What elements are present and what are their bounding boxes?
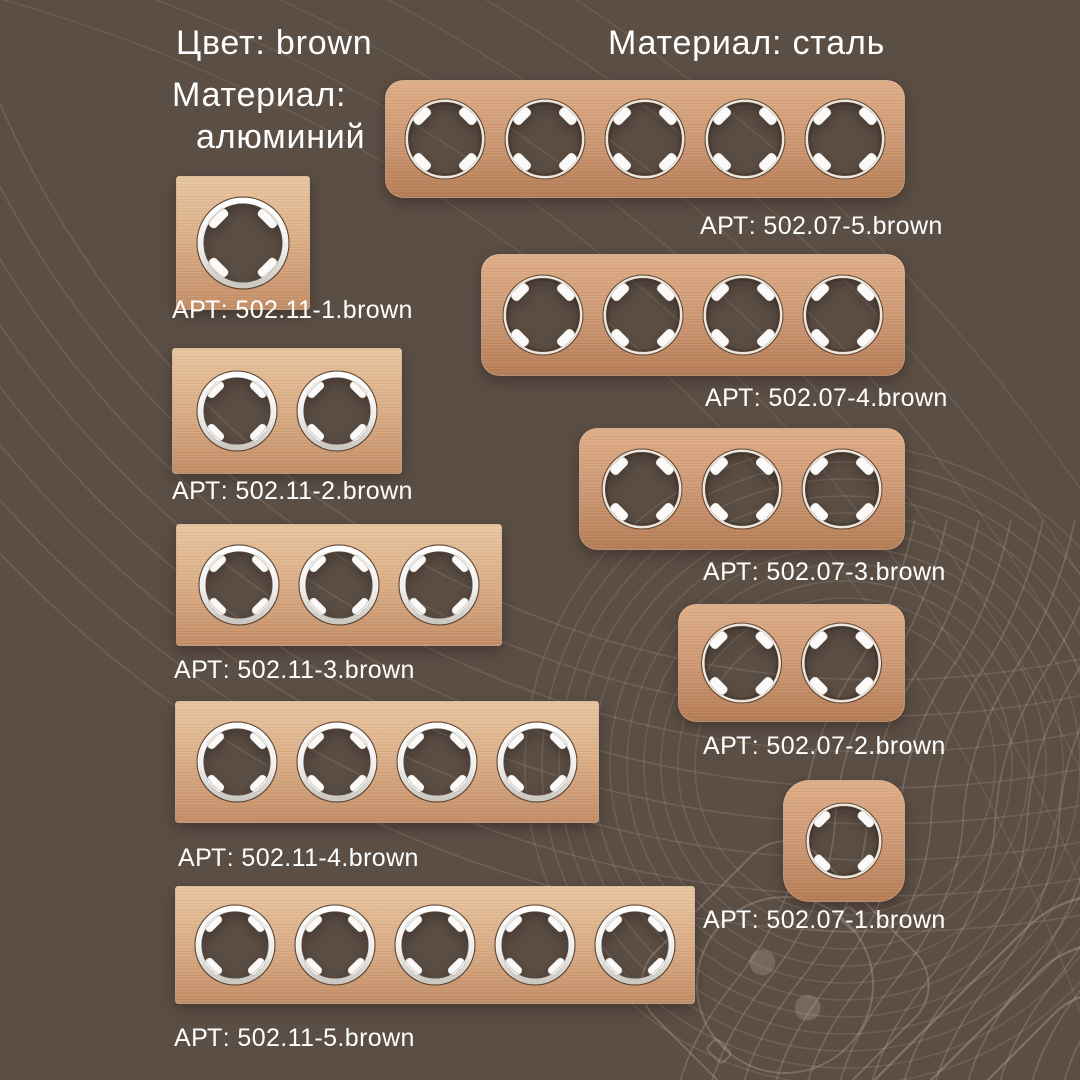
product-frame-502.07-2 [678,604,905,722]
product-article-label: АРТ: 502.11-5.brown [174,1024,415,1052]
product-article-label: АРТ: 502.11-3.brown [174,656,415,684]
frame-image-5-gang [385,80,905,198]
product-article-label: АРТ: 502.07-4.brown [705,384,948,412]
product-article-label: АРТ: 502.07-3.brown [703,558,946,586]
product-article-label: АРТ: 502.07-5.brown [700,212,943,240]
frame-image-3-gang [176,524,502,646]
product-frame-502.11-5 [175,886,695,1004]
product-frame-502.07-1 [783,780,905,902]
product-frame-502.11-1 [176,176,310,310]
product-frame-502.07-5 [385,80,905,198]
product-article-label: АРТ: 502.11-2.brown [172,477,413,505]
frame-image-2-gang [678,604,905,722]
product-frame-502.11-4 [175,701,599,823]
frame-image-4-gang [175,701,599,823]
product-article-label: АРТ: 502.07-2.brown [703,732,946,760]
product-article-label: АРТ: 502.11-1.brown [172,296,413,324]
header-material-right: Материал: сталь [608,24,886,62]
product-article-label: АРТ: 502.07-1.brown [703,906,946,934]
frame-image-2-gang [172,348,402,474]
product-frame-502.07-4 [481,254,905,376]
product-frame-502.07-3 [579,428,905,550]
product-article-label: АРТ: 502.11-4.brown [178,844,419,872]
header-material-left-line1: Материал: [172,76,347,114]
header-material-left-line2: алюминий [196,118,366,156]
product-frame-502.11-3 [176,524,502,646]
header-color-left: Цвет: brown [176,24,373,62]
frame-image-1-gang [783,780,905,902]
frame-image-4-gang [481,254,905,376]
frame-image-1-gang [176,176,310,310]
frame-image-5-gang [175,886,695,1004]
frame-image-3-gang [579,428,905,550]
product-frame-502.11-2 [172,348,402,474]
